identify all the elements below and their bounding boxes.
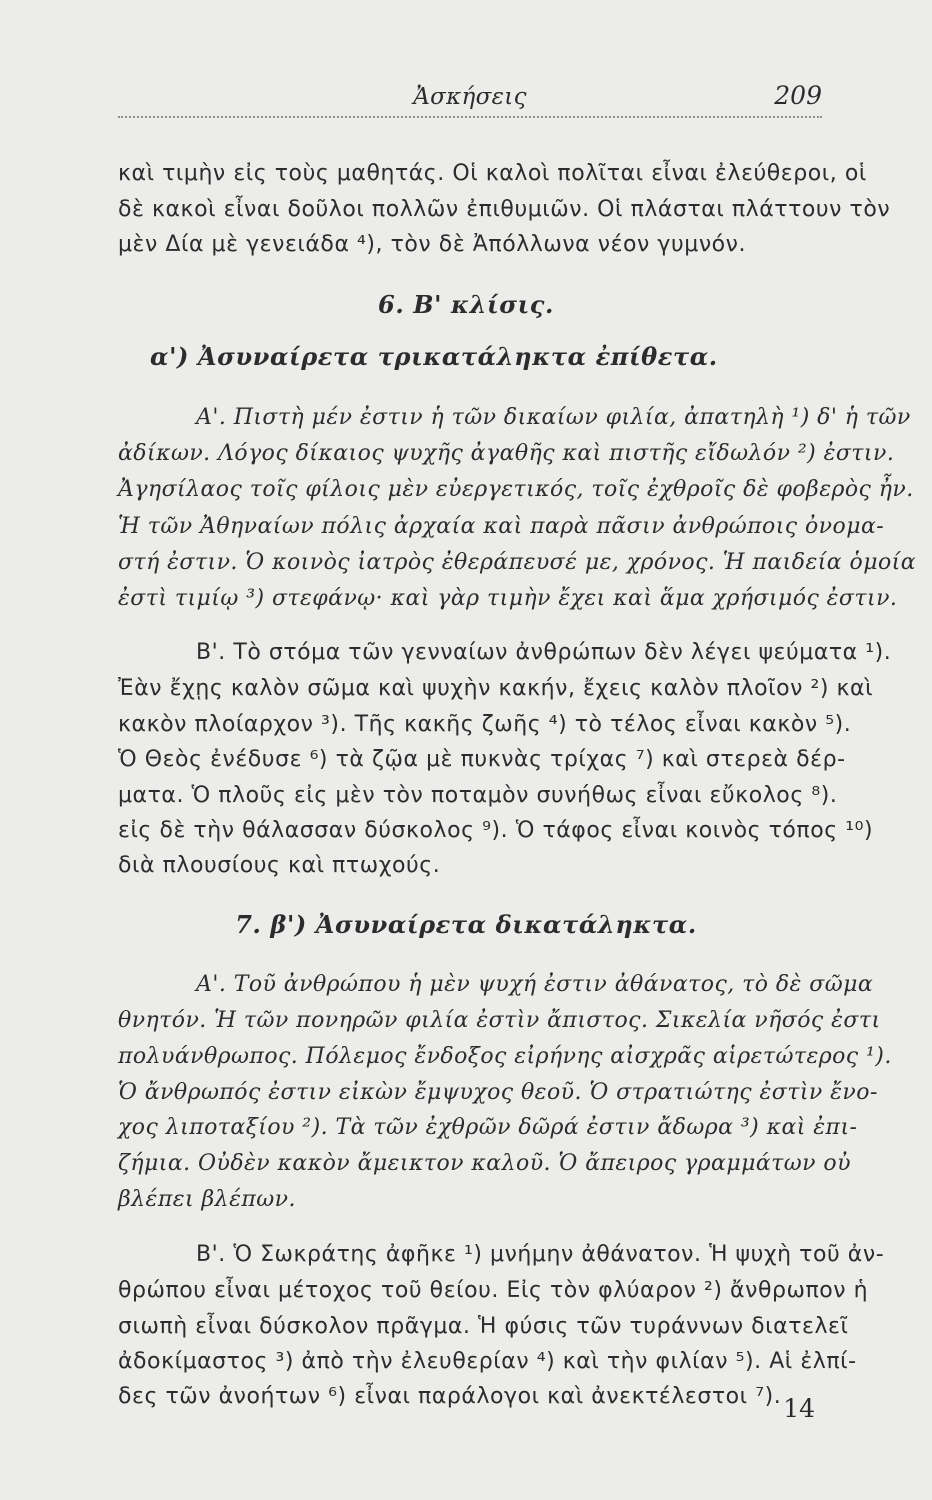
text-line: ἀδοκίμαστος ³) ἀπὸ τὴν ἐλευθερίαν ⁴) καὶ τὴν φιλίαν ⁵). Αἱ ἐλπί- — [118, 1349, 857, 1374]
section-heading: 7. β') Ἀσυναίρετα δικατάληκτα. — [235, 910, 697, 939]
text-line: διὰ πλουσίους καὶ πτωχούς. — [118, 853, 441, 878]
page-number: 209 — [774, 81, 822, 110]
text-line: ζήμια. Οὐδὲν κακὸν ἄμεικτον καλοῦ. Ὁ ἄπειρος γραμμάτων οὐ — [118, 1151, 851, 1176]
text-line: ἐστὶ τιμίῳ ³) στεφάνῳ· καὶ γὰρ τιμὴν ἔχει καὶ ἅμα χρήσιμός ἐστιν. — [118, 586, 898, 611]
text-line: Ἀγησίλαος τοῖς φίλοις μὲν εὐεργετικός, τοῖς ἐχθροῖς δὲ φοβερὸς ἦν. — [118, 477, 914, 502]
text-line: θρώπου εἶναι μέτοχος τοῦ θείου. Εἰς τὸν φλύαρον ²) ἄνθρωπον ἡ — [118, 1278, 869, 1303]
text-line: θνητόν. Ἡ τῶν πονηρῶν φιλία ἐστὶν ἄπιστος. Σικελία νῆσός ἐστι — [118, 1008, 881, 1033]
text-line: μὲν Δία μὲ γενειάδα ⁴), τὸν δὲ Ἀπόλλωνα νέον γυμνόν. — [118, 232, 747, 257]
running-title: Ἀσκήσεις — [413, 84, 527, 110]
text-line: ματα. Ὁ πλοῦς εἰς μὲν τὸν ποταμὸν συνήθως εἶναι εὔκολος ⁸). — [118, 783, 838, 808]
text-line: Β'. Ὁ Σωκράτης ἀφῆκε ¹) μνήμην ἀθάνατον. Ἡ ψυχὴ τοῦ ἀν- — [196, 1242, 885, 1267]
text-line: στή ἐστιν. Ὁ κοινὸς ἰατρὸς ἐθεράπευσέ με, χρόνος. Ἡ παιδεία ὁμοία — [118, 550, 917, 575]
page-header — [118, 80, 822, 118]
text-line: δὲ κακοὶ εἶναι δοῦλοι πολλῶν ἐπιθυμιῶν. Οἱ πλάσται πλάττουν τὸν — [118, 197, 891, 222]
text-line: εἰς δὲ τὴν θάλασσαν δύσκολος ⁹). Ὁ τάφος εἶναι κοινὸς τόπος ¹⁰) — [118, 818, 874, 843]
text-line: κακὸν πλοίαρχον ³). Τῆς κακῆς ζωῆς ⁴) τὸ τέλος εἶναι κακὸν ⁵). — [118, 712, 852, 737]
text-line: Ἡ τῶν Ἀθηναίων πόλις ἀρχαία καὶ παρὰ πᾶσιν ἀνθρώποις ὀνομα- — [118, 514, 885, 539]
text-line: καὶ τιμὴν εἰς τοὺς μαθητάς. Οἱ καλοὶ πολῖται εἶναι ἐλεύθεροι, οἱ — [118, 161, 867, 186]
subsection-heading: α') Ἀσυναίρετα τρικατάληκτα ἐπίθετα. — [150, 342, 718, 371]
text-line: Ὁ ἄνθρωπός ἐστιν εἰκὼν ἔμψυχος θεοῦ. Ὁ στρατιώτης ἐστὶν ἔνο- — [118, 1080, 878, 1105]
text-line: χος λιποταξίου ²). Τὰ τῶν ἐχθρῶν δῶρά ἐστιν ἄδωρα ³) καὶ ἐπι- — [118, 1115, 858, 1140]
text-line: ἀδίκων. Λόγος δίκαιος ψυχῆς ἀγαθῆς καὶ πιστῆς εἴδωλόν ²) ἐστιν. — [118, 441, 895, 466]
text-line: Α'. Τοῦ ἀνθρώπου ἡ μὲν ψυχή ἐστιν ἀθάνατος, τὸ δὲ σῶμα — [196, 972, 874, 997]
text-line: Α'. Πιστὴ μέν ἐστιν ἡ τῶν δικαίων φιλία, ἀπατηλὴ ¹) δ' ἡ τῶν — [196, 405, 911, 430]
text-line: πολυάνθρωπος. Πόλεμος ἔνδοξος εἰρήνης αἰσχρᾶς αἱρετώτερος ¹). — [118, 1044, 892, 1069]
text-line: Ὁ Θεὸς ἐνέδυσε ⁶) τὰ ζῷα μὲ πυκνὰς τρίχας ⁷) καὶ στερεὰ δέρ- — [118, 747, 846, 772]
text-line: βλέπει βλέπων. — [118, 1187, 296, 1212]
text-line: Ἐὰν ἔχῃς καλὸν σῶμα καὶ ψυχὴν κακήν, ἔχεις καλὸν πλοῖον ²) καὶ — [118, 676, 874, 701]
text-line: δες τῶν ἀνοήτων ⁶) εἶναι παράλογοι καὶ ἀνεκτέλεστοι ⁷). — [118, 1384, 782, 1409]
text-line: σιωπὴ εἶναι δύσκολον πρᾶγμα. Ἡ φύσις τῶν τυράννων διατελεῖ — [118, 1314, 849, 1339]
section-heading: 6. Β' κλίσις. — [378, 290, 554, 319]
text-line: Β'. Τὸ στόμα τῶν γενναίων ἀνθρώπων δὲν λέγει ψεύματα ¹). — [196, 640, 892, 665]
signature-number: 14 — [783, 1394, 815, 1423]
